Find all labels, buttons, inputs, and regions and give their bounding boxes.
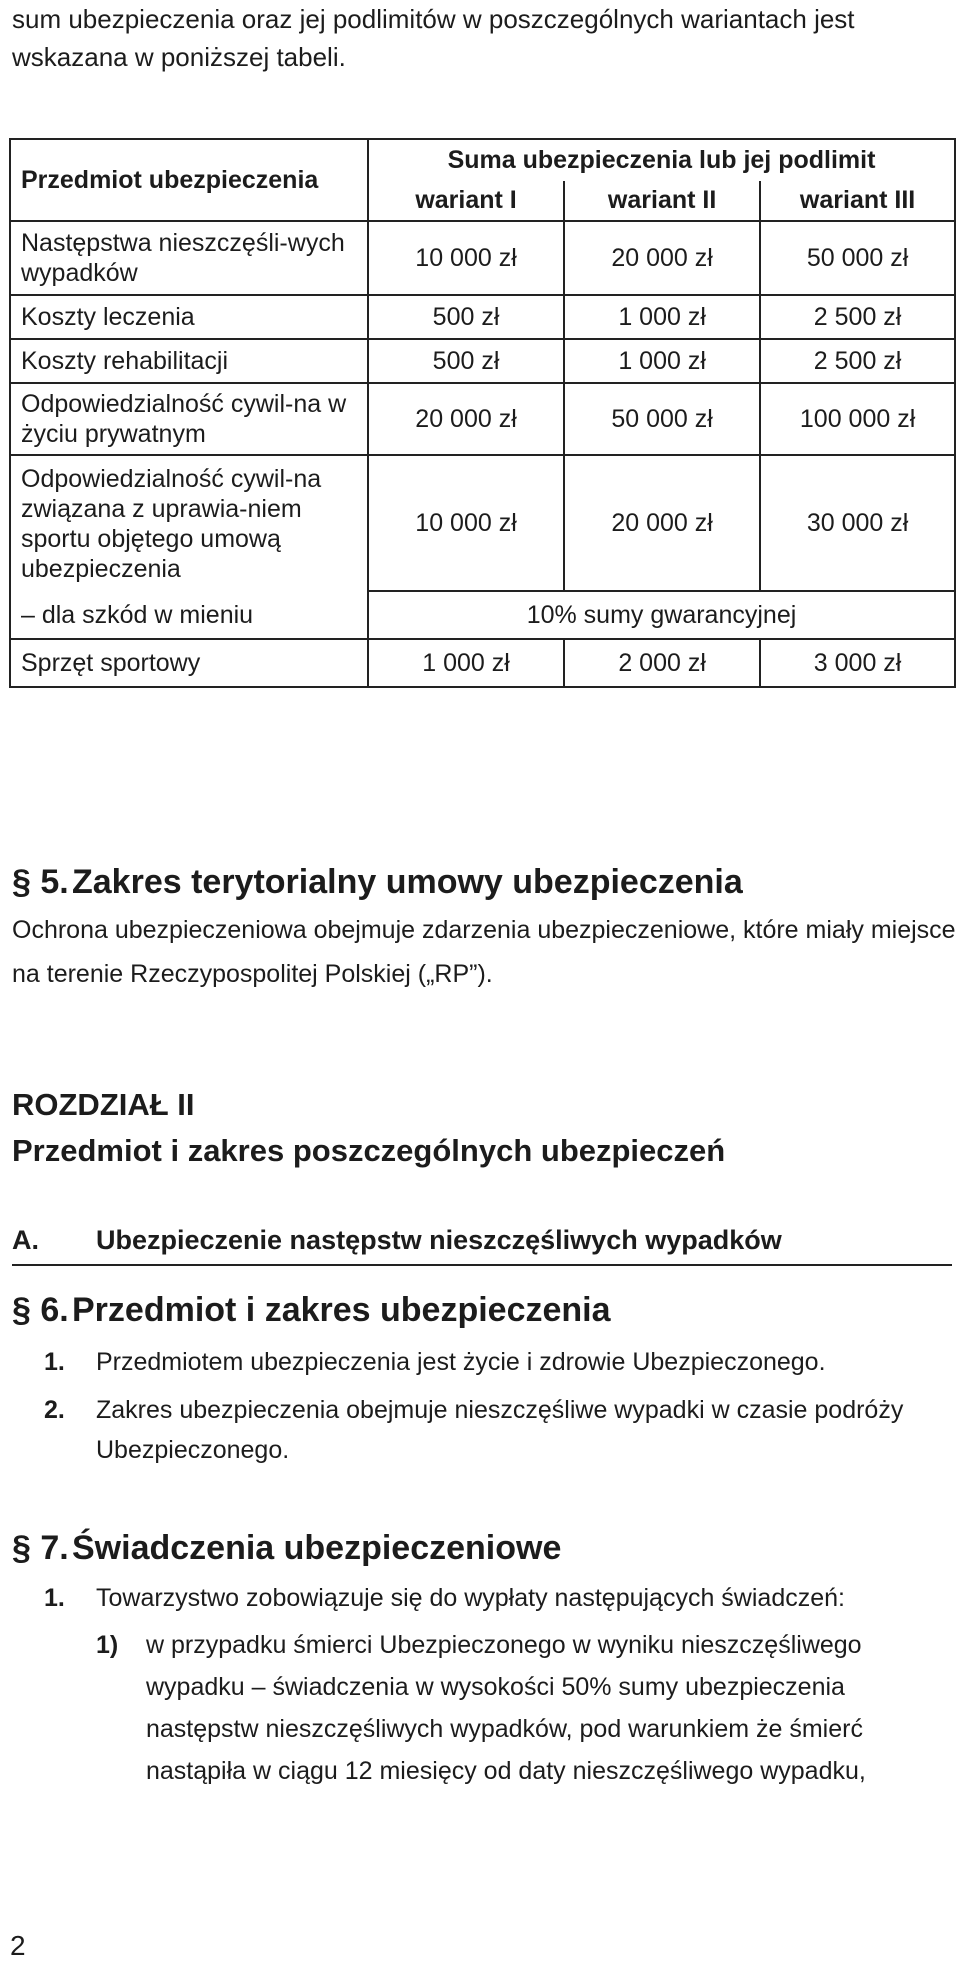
header-sum: Suma ubezpieczenia lub jej podlimit [368, 139, 955, 181]
item-number: 1) [96, 1631, 119, 1659]
row-label: Koszty rehabilitacji [10, 339, 368, 383]
list-item [44, 1342, 956, 1382]
header-subject: Przedmiot ubezpieczenia [10, 139, 368, 221]
chapter-label: ROZDZIAŁ II [12, 1087, 195, 1122]
section-title: Przedmiot i zakres ubezpieczenia [72, 1291, 611, 1329]
chapter-title: Przedmiot i zakres poszczególnych ubezpieczeń [12, 1133, 726, 1168]
row-value: 3 000 zł [760, 639, 955, 687]
list-item [96, 1624, 956, 1792]
row-value: 1 000 zł [564, 295, 760, 339]
intro-text: sum ubezpieczenia oraz jej podlimitów w poszczególnych wariantach jest wskazana w poniższej tabeli. [12, 4, 855, 72]
item-number: 1. [44, 1584, 65, 1612]
list-item [44, 1390, 956, 1470]
row-label: Następstwa nieszczęśli-wych wypadków [10, 221, 368, 295]
section-symbol: § 7. [12, 1529, 69, 1567]
table-row [10, 339, 955, 383]
table-row [10, 383, 955, 455]
list-item [44, 1578, 956, 1618]
sum-insured-table [9, 138, 956, 688]
row-value: 500 zł [368, 339, 564, 383]
row-value: 2 500 zł [760, 295, 955, 339]
item-text: w przypadku śmierci Ubezpieczonego w wyniku nieszczęśliwego wypadku – świadczenia w wysokości 50% sumy ubezpieczenia następstw nieszczęśliwych wypadków, pod warunkiem że śmierć nastąpiła w ciągu 12 miesięcy od daty nieszczęśliwego wypadku, [146, 1631, 866, 1785]
row-label: – dla szkód w mieniu [10, 591, 368, 639]
section-title: Zakres terytorialny umowy ubezpieczenia [72, 863, 743, 901]
row-value: 10 000 zł [368, 455, 564, 591]
table-row [10, 455, 955, 591]
section-symbol: § 6. [12, 1291, 69, 1329]
section-a-title: Ubezpieczenie następstw nieszczęśliwych wypadków [96, 1225, 782, 1255]
section-letter: A. [12, 1225, 39, 1255]
header-variant-1: wariant I [368, 181, 564, 221]
item-text: Przedmiotem ubezpieczenia jest życie i zdrowie Ubezpieczonego. [96, 1348, 826, 1376]
row-value: 10% sumy gwarancyjnej [368, 591, 955, 639]
table-row [10, 591, 955, 639]
row-value: 2 500 zł [760, 339, 955, 383]
row-label: Odpowiedzialność cywil-na w życiu prywatnym [10, 383, 368, 455]
section-5-text: Ochrona ubezpieczeniowa obejmuje zdarzenia ubezpieczeniowe, które miały miejsce na terenie Rzeczypospolitej Polskiej („RP”). [12, 916, 956, 988]
table-row [10, 221, 955, 295]
row-value: 20 000 zł [368, 383, 564, 455]
section-title: Świadczenia ubezpieczeniowe [72, 1529, 562, 1567]
row-value: 10 000 zł [368, 221, 564, 295]
table-row [10, 639, 955, 687]
row-value: 1 000 zł [368, 639, 564, 687]
row-value: 50 000 zł [760, 221, 955, 295]
section-a-heading [12, 1220, 952, 1266]
page-number: 2 [10, 1930, 26, 1961]
row-value: 100 000 zł [760, 383, 955, 455]
item-number: 1. [44, 1348, 65, 1376]
table-row [10, 295, 955, 339]
row-value: 30 000 zł [760, 455, 955, 591]
item-number: 2. [44, 1396, 65, 1424]
row-value: 50 000 zł [564, 383, 760, 455]
item-text: Zakres ubezpieczenia obejmuje nieszczęśliwe wypadki w czasie podróży Ubezpieczonego. [96, 1396, 904, 1464]
row-label: Odpowiedzialność cywil-na związana z uprawia-niem sportu objętego umową ubezpieczenia [10, 455, 368, 591]
row-value: 500 zł [368, 295, 564, 339]
row-value: 1 000 zł [564, 339, 760, 383]
item-text: Towarzystwo zobowiązuje się do wypłaty następujących świadczeń: [96, 1584, 845, 1612]
section-6-heading [12, 1290, 957, 1330]
row-label: Sprzęt sportowy [10, 639, 368, 687]
header-variant-2: wariant II [564, 181, 760, 221]
row-value: 20 000 zł [564, 455, 760, 591]
section-symbol: § 5. [12, 863, 69, 901]
header-variant-3: wariant III [760, 181, 955, 221]
row-value: 20 000 zł [564, 221, 760, 295]
section-7-heading [12, 1528, 957, 1568]
row-value: 2 000 zł [564, 639, 760, 687]
row-label: Koszty leczenia [10, 295, 368, 339]
section-5-heading [12, 862, 957, 902]
